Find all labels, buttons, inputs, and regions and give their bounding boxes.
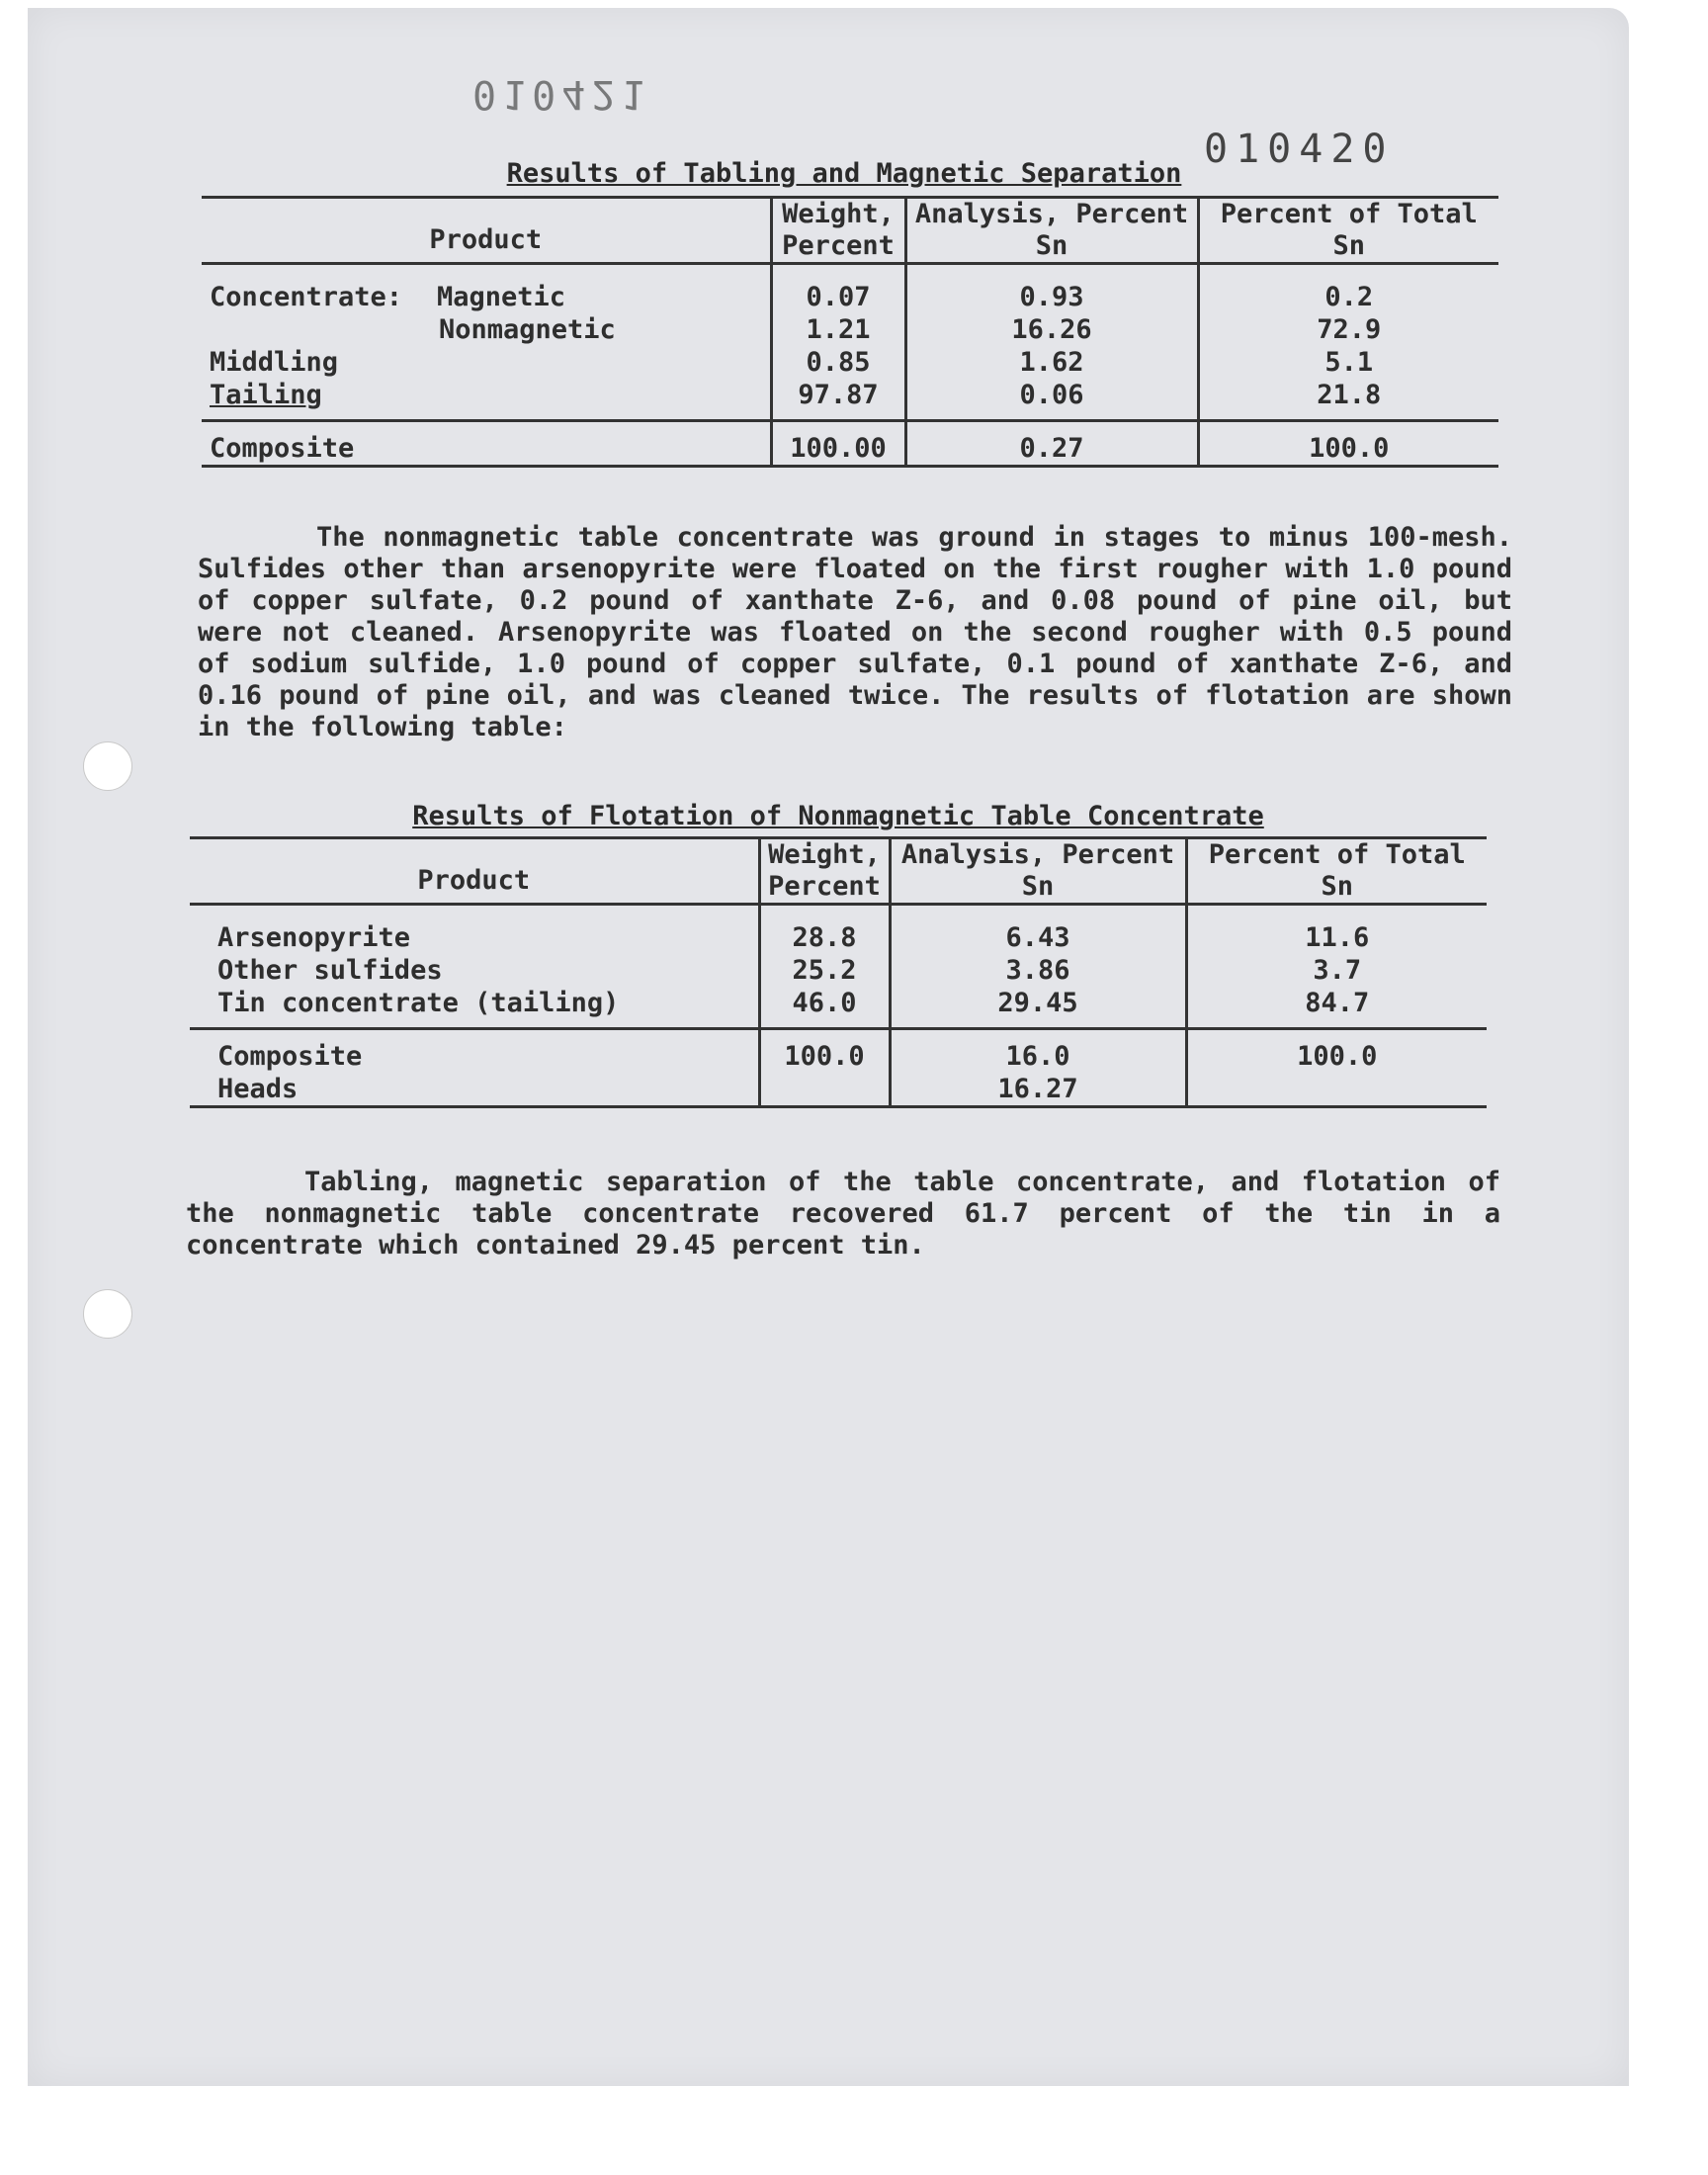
table2-weight-column	[759, 905, 890, 1029]
composite-label: Composite	[202, 421, 771, 467]
header-analysis-line1: Analysis, Percent	[900, 839, 1175, 870]
analysis-value: 16.26	[1011, 314, 1092, 345]
header-analysis-line2: Sn	[1035, 230, 1068, 261]
paragraph-recovery-summary	[186, 1167, 1500, 1262]
weight-value: 46.0	[792, 988, 857, 1018]
table2-header-weight	[759, 838, 890, 905]
table1-composite-row	[202, 421, 1498, 467]
header-total-line1: Percent of Total	[1208, 839, 1466, 870]
header-total-line2: Sn	[1321, 871, 1353, 902]
table2-analysis-column	[890, 905, 1186, 1029]
table1-total-column	[1198, 264, 1498, 421]
product-nonmagnetic: Nonmagnetic	[439, 314, 616, 345]
product-magnetic: Magnetic	[437, 282, 566, 312]
header-weight-line1: Weight,	[782, 199, 895, 229]
punch-hole-bottom	[83, 1289, 132, 1339]
table1-header-analysis	[905, 198, 1198, 264]
analysis-value: 6.43	[1005, 922, 1070, 953]
table1-title: Results of Tabling and Magnetic Separation	[506, 158, 1182, 189]
product-other-sulfides: Other sulfides	[217, 955, 443, 986]
total-value: 21.8	[1317, 380, 1382, 410]
composite-analysis: 16.0	[1005, 1041, 1070, 1072]
concentrate-label: Concentrate:	[210, 282, 403, 312]
paragraph1-text: The nonmagnetic table concentrate was ground in stages to minus 100-mesh. Sulfides other than arsenopyrite were floated on the first rougher with 1.0 pound of copper sulfate, 0.2 pound of xanthate Z-6, and 0.08 pound of pine oil, but were not cleaned. Arsenopyrite was floated on the second rougher with 0.5 pound of sodium sulfide, 1.0 pound of copper sulfate, 0.1 pound of xanthate Z-6, and 0.16 pound of pine oil, and was cleaned twice. The results of flotation are shown in the following table:	[198, 522, 1512, 742]
table1-header-total	[1198, 198, 1498, 264]
weight-value: 25.2	[792, 955, 857, 986]
composite-weight: 100.0	[784, 1041, 865, 1072]
total-value: 72.9	[1317, 314, 1382, 345]
product-middling: Middling	[210, 347, 339, 378]
header-weight-line2: Percent	[768, 871, 881, 902]
table2-composite-labels	[190, 1029, 759, 1107]
total-value: 0.2	[1324, 282, 1374, 312]
heads-label: Heads	[217, 1074, 299, 1104]
table2-header-total	[1186, 838, 1487, 905]
weight-value: 0.85	[806, 347, 871, 378]
composite-weight: 100.00	[771, 421, 905, 467]
analysis-value: 3.86	[1005, 955, 1070, 986]
table1-weight-column	[771, 264, 905, 421]
table1-header-product: Product	[202, 198, 771, 264]
document-number: 010420	[1204, 127, 1395, 172]
header-total-line1: Percent of Total	[1220, 199, 1478, 229]
composite-analysis: 0.27	[905, 421, 1198, 467]
composite-total: 100.0	[1297, 1041, 1378, 1072]
table2	[190, 836, 1487, 1108]
weight-value: 1.21	[806, 314, 871, 345]
table2-composite-row	[190, 1029, 1487, 1107]
header-total-line2: Sn	[1332, 230, 1365, 261]
table1-header-weight	[771, 198, 905, 264]
header-analysis-line1: Analysis, Percent	[914, 199, 1189, 229]
weight-value: 28.8	[792, 922, 857, 953]
analysis-value: 29.45	[997, 988, 1078, 1018]
table2-header-analysis	[890, 838, 1186, 905]
analysis-value: 1.62	[1019, 347, 1084, 378]
table2-composite-weight-cell	[759, 1029, 890, 1107]
composite-label: Composite	[217, 1041, 363, 1072]
total-value: 3.7	[1313, 955, 1362, 986]
analysis-value: 0.06	[1019, 380, 1084, 410]
table1	[202, 196, 1498, 468]
mirrored-page-id: 010421	[472, 71, 651, 117]
product-arsenopyrite: Arsenopyrite	[217, 922, 411, 953]
table2-composite-analysis-cell	[890, 1029, 1186, 1107]
product-tin-concentrate: Tin concentrate (tailing)	[217, 988, 620, 1018]
table2-product-column	[190, 905, 759, 1029]
weight-value: 0.07	[806, 282, 871, 312]
total-value: 5.1	[1324, 347, 1374, 378]
total-value: 84.7	[1305, 988, 1370, 1018]
composite-total: 100.0	[1198, 421, 1498, 467]
total-value: 11.6	[1305, 922, 1370, 953]
table-row-label	[210, 281, 762, 313]
document-page	[28, 8, 1629, 2086]
analysis-value: 0.93	[1019, 282, 1084, 312]
table2-title: Results of Flotation of Nonmagnetic Table Concentrate	[412, 801, 1264, 831]
table2-header-product: Product	[190, 838, 759, 905]
weight-value: 97.87	[798, 380, 879, 410]
paragraph-flotation-procedure	[198, 522, 1512, 743]
table1-analysis-column	[905, 264, 1198, 421]
table1-product-column	[202, 264, 771, 421]
header-weight-line1: Weight,	[768, 839, 881, 870]
punch-hole-top	[83, 741, 132, 791]
heads-analysis: 16.27	[997, 1074, 1078, 1104]
paragraph2-text: Tabling, magnetic separation of the table concentrate, and flotation of the nonmagnetic table concentrate recovered 61.7 percent of the tin in a concentrate which contained 29.45 percent tin.	[186, 1167, 1500, 1261]
product-tailing: Tailing	[210, 380, 322, 410]
header-analysis-line2: Sn	[1021, 871, 1055, 902]
header-weight-line2: Percent	[782, 230, 895, 261]
table2-composite-total-cell	[1186, 1029, 1487, 1107]
table2-total-column	[1186, 905, 1487, 1029]
